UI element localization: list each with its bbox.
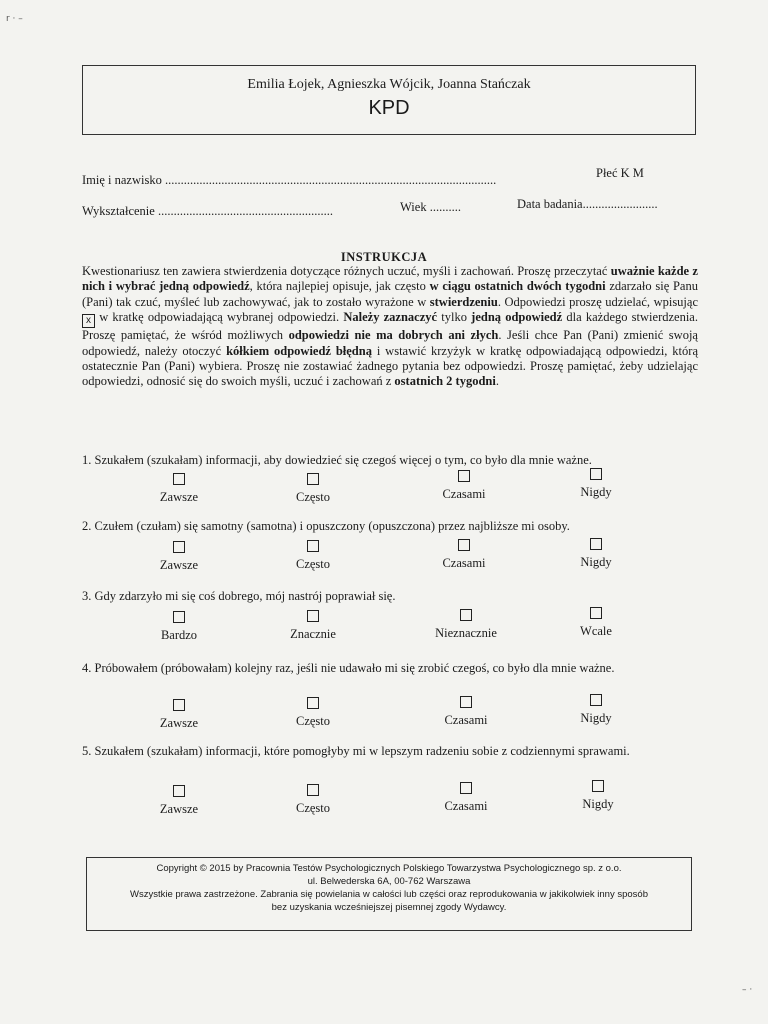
q1-option-4[interactable]: Nigdy bbox=[536, 468, 656, 500]
header-box bbox=[82, 65, 696, 135]
instruction-title: INSTRUKCJA bbox=[340, 250, 428, 264]
age-field[interactable]: Wiek .......... bbox=[400, 200, 461, 214]
q1-option-3[interactable]: Czasami bbox=[404, 470, 524, 502]
q2-option-3[interactable]: Czasami bbox=[404, 539, 524, 571]
copyright-line: Copyright © 2015 by Pracownia Testów Psychologicznych Polskiego Towarzystwa Psychologicznego sp. z o.o. bbox=[156, 863, 622, 874]
checkbox[interactable] bbox=[458, 539, 470, 551]
q5-option-4[interactable]: Nigdy bbox=[538, 780, 658, 812]
checkbox[interactable] bbox=[590, 694, 602, 706]
q2-option-1[interactable]: Zawsze bbox=[119, 541, 239, 573]
sex-field[interactable]: Płeć K M bbox=[596, 166, 644, 180]
checkbox[interactable] bbox=[307, 540, 319, 552]
q2-option-4[interactable]: Nigdy bbox=[536, 538, 656, 570]
checkbox[interactable] bbox=[590, 538, 602, 550]
checkbox[interactable] bbox=[590, 607, 602, 619]
date-field[interactable]: Data badania........................ bbox=[517, 197, 658, 211]
q3-option-4[interactable]: Wcale bbox=[536, 607, 656, 639]
checkbox[interactable] bbox=[307, 610, 319, 622]
question-3: 3. Gdy zdarzyło mi się coś dobrego, mój nastrój poprawiał się. bbox=[82, 589, 396, 603]
name-field[interactable]: Imię i nazwisko .......................................................................................................... bbox=[82, 173, 497, 187]
education-field[interactable]: Wykształcenie ........................................................ bbox=[82, 204, 333, 218]
q1-option-2[interactable]: Często bbox=[253, 473, 373, 505]
checkbox[interactable] bbox=[173, 541, 185, 553]
consent-line: bez uzyskania wcześniejszej pisemnej zgody Wydawcy. bbox=[271, 902, 507, 913]
checkbox[interactable] bbox=[460, 696, 472, 708]
q3-option-1[interactable]: Bardzo bbox=[119, 611, 239, 643]
scan-mark: r · – bbox=[6, 14, 23, 24]
rights-line: Wszystkie prawa zastrzeżone. Zabrania się powielania w całości lub części oraz reprodukowania w jakikolwiek inny sposób bbox=[130, 889, 648, 900]
checkbox[interactable] bbox=[460, 782, 472, 794]
q3-option-3[interactable]: Nieznacznie bbox=[406, 609, 526, 641]
q1-option-1[interactable]: Zawsze bbox=[119, 473, 239, 505]
checkbox[interactable] bbox=[590, 468, 602, 480]
checkbox[interactable] bbox=[460, 609, 472, 621]
question-1: 1. Szukałem (szukałam) informacji, aby dowiedzieć się czegoś więcej o tym, co było dla mnie ważne. bbox=[82, 453, 592, 467]
scan-mark: – · bbox=[742, 985, 753, 995]
instruction-text: Kwestionariusz ten zawiera stwierdzenia dotyczące różnych uczuć, myśli i zachowań. Proszę przeczytać uważnie każde z nich i wybrać jedną odpowiedź, która najlepiej opisuje, jak często w ciągu ostatnich dwóch tygodni zdarzało się Panu (Pani) tak czuć, myśleć lub zachowywać, jak to zostało wyrażone w stwierdzeniu. Odpowiedzi proszę udzielać, wpisując x w kratkę odpowiadającą wybranej odpowiedzi. Należy zaznaczyć tylko jedną odpowiedź dla każdego stwierdzenia. Proszę pamiętać, że wśród możliwych odpowiedzi nie ma dobrych ani złych. Jeśli chce Pan (Pani) zmienić swoją odpowiedź, należy otoczyć kółkiem odpowiedź błędną i wstawić krzyżyk w kratkę odpowiadającą odpowiedzi, którą ostatecznie Pan (Pani) wybiera. Proszę nie zostawiać żadnego pytania bez odpowiedzi. Proszę pamiętać, żeby udzielając odpowiedzi, odnosić się do swoich myśli, uczuć i zachowań z ostatnich 2 tygodni. bbox=[82, 264, 698, 389]
q5-option-1[interactable]: Zawsze bbox=[119, 785, 239, 817]
checkbox[interactable] bbox=[173, 785, 185, 797]
checkbox[interactable] bbox=[307, 784, 319, 796]
checkbox[interactable] bbox=[173, 473, 185, 485]
authors: Emilia Łojek, Agnieszka Wójcik, Joanna Stańczak bbox=[247, 77, 531, 92]
checkbox[interactable] bbox=[173, 611, 185, 623]
copyright-footer bbox=[86, 857, 692, 931]
checkbox[interactable] bbox=[592, 780, 604, 792]
q3-option-2[interactable]: Znacznie bbox=[253, 610, 373, 642]
q4-option-4[interactable]: Nigdy bbox=[536, 694, 656, 726]
q2-option-2[interactable]: Często bbox=[253, 540, 373, 572]
q4-option-3[interactable]: Czasami bbox=[406, 696, 526, 728]
form-title: KPD bbox=[368, 97, 410, 119]
q5-option-2[interactable]: Często bbox=[253, 784, 373, 816]
address-line: ul. Belwederska 6A, 00-762 Warszawa bbox=[307, 876, 471, 887]
question-4: 4. Próbowałem (próbowałam) kolejny raz, jeśli nie udawało mi się zrobić czegoś, co było dla mnie ważne. bbox=[82, 661, 615, 675]
checkbox[interactable] bbox=[307, 697, 319, 709]
question-2: 2. Czułem (czułam) się samotny (samotna) i opuszczony (opuszczona) przez najbliższe mi osoby. bbox=[82, 519, 570, 533]
checkbox[interactable] bbox=[458, 470, 470, 482]
q4-option-1[interactable]: Zawsze bbox=[119, 699, 239, 731]
checkbox[interactable] bbox=[307, 473, 319, 485]
q4-option-2[interactable]: Często bbox=[253, 697, 373, 729]
checkbox[interactable] bbox=[173, 699, 185, 711]
q5-option-3[interactable]: Czasami bbox=[406, 782, 526, 814]
question-5: 5. Szukałem (szukałam) informacji, które pomogłyby mi w lepszym radzeniu sobie z codziennymi sprawami. bbox=[82, 744, 630, 758]
example-x-box: x bbox=[82, 314, 95, 328]
